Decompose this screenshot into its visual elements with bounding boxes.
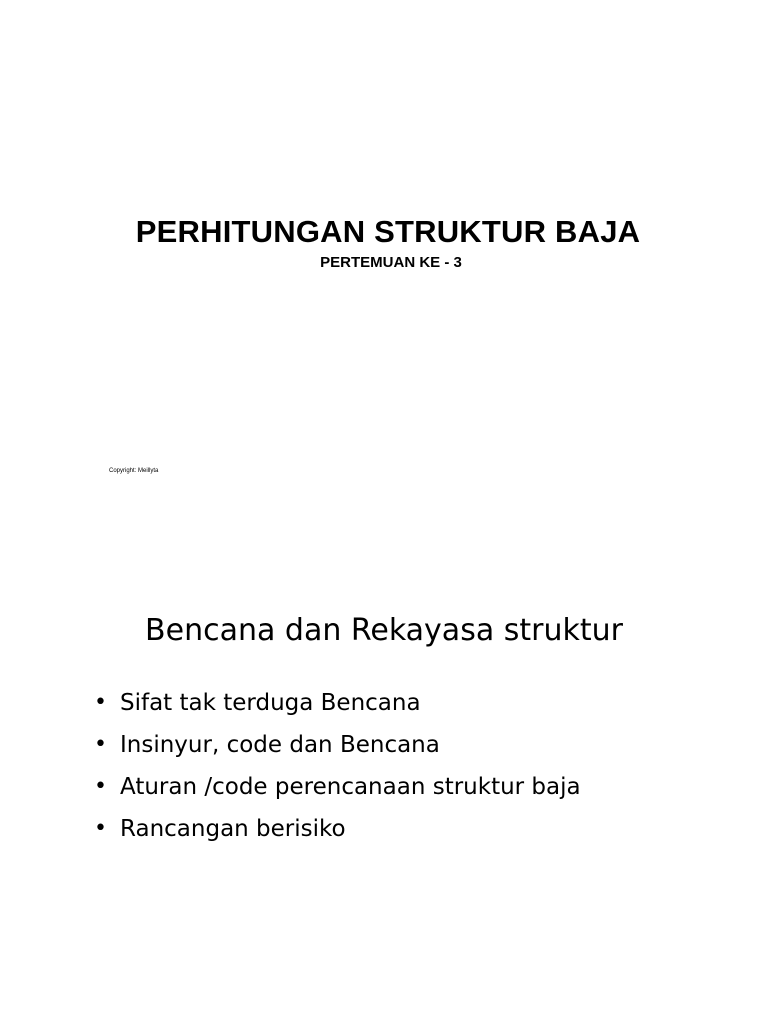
- bullet-icon: •: [94, 732, 107, 757]
- slide-2: [0, 576, 768, 1024]
- copyright-note: Copyright: Meillyta: [109, 468, 159, 474]
- bullet-icon: •: [94, 816, 107, 841]
- slide-2-title: Bencana dan Rekayasa struktur: [145, 613, 623, 648]
- bullet-icon: •: [94, 774, 107, 799]
- bullet-text: Sifat tak terduga Bencana: [120, 690, 421, 716]
- bullet-text: Aturan /code perencanaan struktur baja: [120, 774, 581, 800]
- bullet-text: Rancangan berisiko: [120, 816, 346, 842]
- slide-1-subtitle: PERTEMUAN KE - 3: [320, 254, 462, 271]
- slide-1-title: PERHITUNGAN STRUKTUR BAJA: [135, 214, 641, 249]
- bullet-icon: •: [94, 690, 107, 715]
- bullet-text: Insinyur, code dan Bencana: [120, 732, 440, 758]
